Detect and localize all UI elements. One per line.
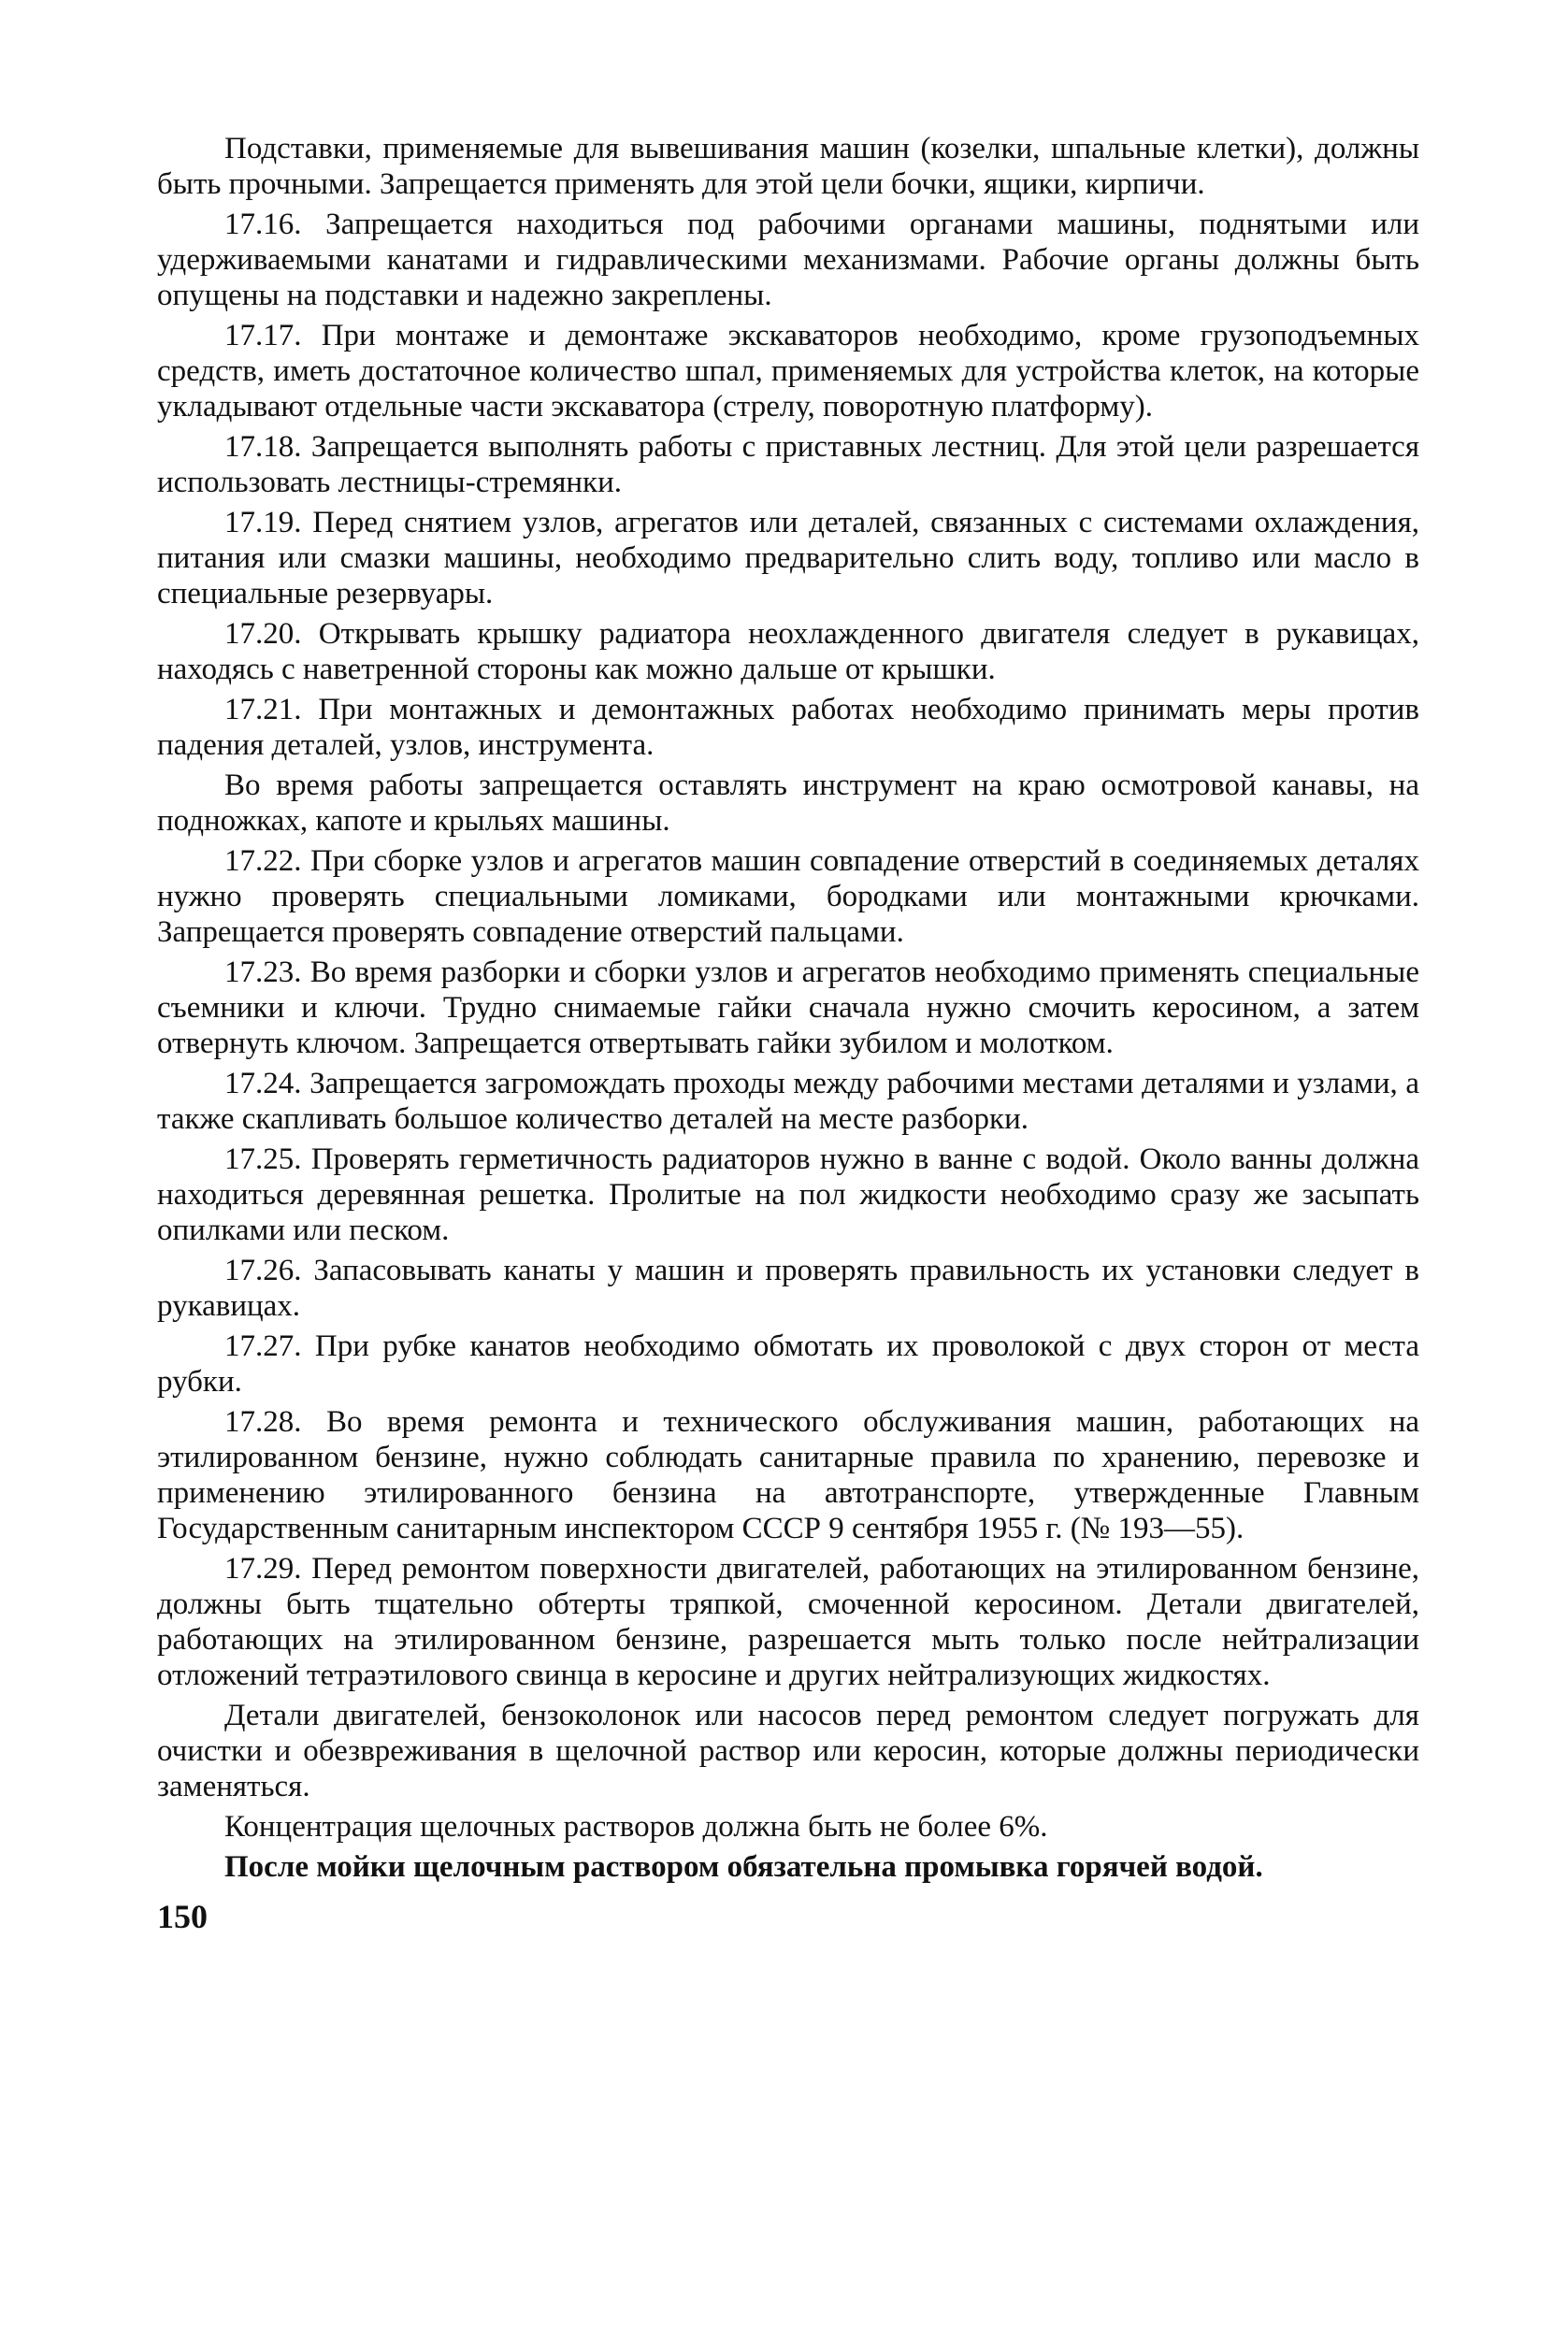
paragraph-17-21: 17.21. При монтажных и демонтажных работах необходимо принимать меры против падения деталей, узлов, инструмента. — [157, 693, 1419, 762]
paragraph-17-23: 17.23. Во время разборки и сборки узлов и агрегатов необходимо применять специальные съемники и ключи. Трудно снимаемые гайки сначала нужно смочить керосином, а затем отвернуть ключом. Запрещается отвертывать гайки зубилом и молотком. — [157, 955, 1419, 1060]
paragraph-17-29: 17.29. Перед ремонтом поверхности двигателей, работающих на этилированном бензине, должны быть тщательно обтерты тряпкой, смоченной керосином. Детали двигателей, работающих на этилированном бензине, разрешается мыть только после нейтрализации отложений тетраэтилового свинца в керосине и других нейтрализующих жидкостях. — [157, 1552, 1419, 1692]
paragraph-17-26: 17.26. Запасовывать канаты у машин и проверять правильность их установки следует в рукавицах. — [157, 1254, 1419, 1323]
page-number: 150 — [157, 1898, 208, 1935]
paragraph-17-22: 17.22. При сборке узлов и агрегатов машин совпадение отверстий в соединяемых деталях нужно проверять специальными ломиками, бородками или монтажными крючками. Запрещается проверять совпадение отверстий пальцами. — [157, 844, 1419, 949]
paragraph-17-20: 17.20. Открывать крышку радиатора неохлажденного двигателя следует в рукавицах, находясь с наветренной стороны как можно дальше от крышки. — [157, 617, 1419, 686]
paragraph-supports: Подставки, применяемые для вывешивания машин (козелки, шпальные клетки), должны быть прочными. Запрещается применять для этой цели бочки, ящики, кирпичи. — [157, 132, 1419, 201]
paragraph-17-16: 17.16. Запрещается находиться под рабочими органами машины, поднятыми или удерживаемыми канатами и гидравлическими механизмами. Рабочие органы должны быть опущены на подставки и надежно закреплены. — [157, 208, 1419, 312]
paragraph-17-17: 17.17. При монтаже и демонтаже экскаваторов необходимо, кроме грузоподъемных средств, иметь достаточное количество шпал, применяемых для устройства клеток, на которые укладывают отдельные части экскаватора (стрелу, поворотную платформу). — [157, 319, 1419, 424]
paragraph-17-19: 17.19. Перед снятием узлов, агрегатов или деталей, связанных с системами охлаждения, питания или смазки машины, необходимо предварительно слить воду, топливо или масло в специальные резервуары. — [157, 506, 1419, 610]
page-content — [157, 131, 1419, 1935]
paragraph-17-28: 17.28. Во время ремонта и технического обслуживания машин, работающих на этилированном бензине, нужно соблюдать санитарные правила по хранению, перевозке и применению этилированного бензина на автотранспорте, утвержденные Главным Государственным санитарным инспектором СССР 9 сентября 1955 г. (№ 193—55). — [157, 1405, 1419, 1545]
paragraph-hot-water-rinse: После мойки щелочным раствором обязательна промывка горячей водой. — [224, 1850, 1263, 1884]
paragraph-alkali-concentration: Концентрация щелочных растворов должна быть не более 6%. — [224, 1810, 1048, 1844]
paragraph-17-29-details: Детали двигателей, бензоколонок или насосов перед ремонтом следует погружать для очистки и обезвреживания в щелочной раствор или керосин, которые должны периодически заменяться. — [157, 1699, 1419, 1803]
paragraph-17-24: 17.24. Запрещается загромождать проходы между рабочими местами деталями и узлами, а также скапливать большое количество деталей на месте разборки. — [157, 1067, 1419, 1136]
paragraph-17-18: 17.18. Запрещается выполнять работы с приставных лестниц. Для этой цели разрешается использовать лестницы-стремянки. — [157, 430, 1419, 499]
paragraph-17-25: 17.25. Проверять герметичность радиаторов нужно в ванне с водой. Около ванны должна находиться деревянная решетка. Пролитые на пол жидкости необходимо сразу же засыпать опилками или песком. — [157, 1142, 1419, 1247]
paragraph-17-27: 17.27. При рубке канатов необходимо обмотать их проволокой с двух сторон от места рубки. — [157, 1329, 1419, 1399]
paragraph-17-21-continued: Во время работы запрещается оставлять инструмент на краю осмотровой канавы, на подножках, капоте и крыльях машины. — [157, 768, 1419, 838]
